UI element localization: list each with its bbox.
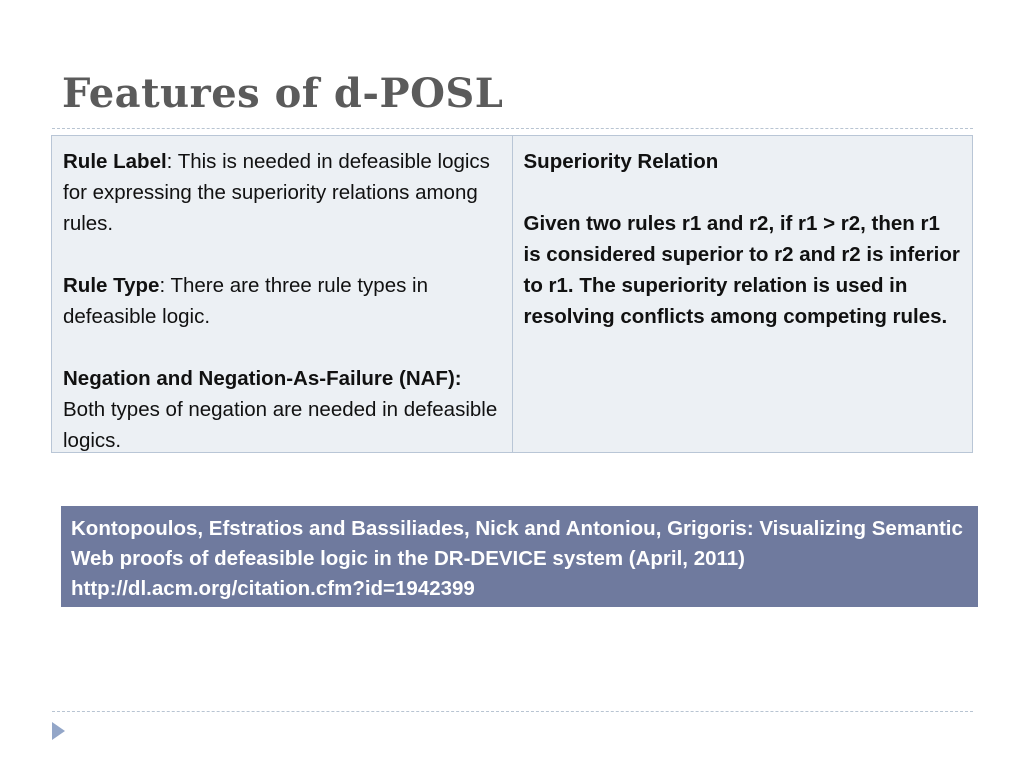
slide-title: Features of d-POSL <box>62 70 504 117</box>
rule-type-term: Rule Type <box>63 274 160 297</box>
negation-description: Both types of negation are needed in defeasible logics. <box>63 398 498 452</box>
rule-type-description: : There are three rule types in defeasible logic. <box>63 274 428 328</box>
features-table <box>51 135 973 453</box>
rule-label-description: : This is needed in defeasible logics for expressing the superiority relations among rules. <box>63 150 490 235</box>
rule-type-item <box>63 270 502 332</box>
rule-label-term: Rule Label <box>63 150 167 173</box>
negation-item <box>63 363 502 456</box>
negation-term: Negation and Negation-As-Failure (NAF): <box>63 367 462 390</box>
triangle-right-icon <box>52 722 65 740</box>
table-cell-right <box>513 136 973 452</box>
rule-label-item <box>63 146 502 239</box>
bottom-divider <box>52 711 973 712</box>
superiority-heading: Superiority Relation <box>523 150 719 173</box>
top-divider <box>52 128 973 129</box>
table-cell-left <box>52 136 513 452</box>
superiority-body: Given two rules r1 and r2, if r1 > r2, then r1 is considered superior to r2 and r2 is inferior to r1. The superiority relation is used in resolving conflicts among competing rules. <box>523 212 960 328</box>
citation-box: Kontopoulos, Efstratios and Bassiliades, Nick and Antoniou, Grigoris: Visualizing Semantic Web proofs of defeasible logic in the DR-DEVICE system (April, 2011) http://dl.acm.org/citation.cfm?id=1942399 <box>61 506 978 607</box>
